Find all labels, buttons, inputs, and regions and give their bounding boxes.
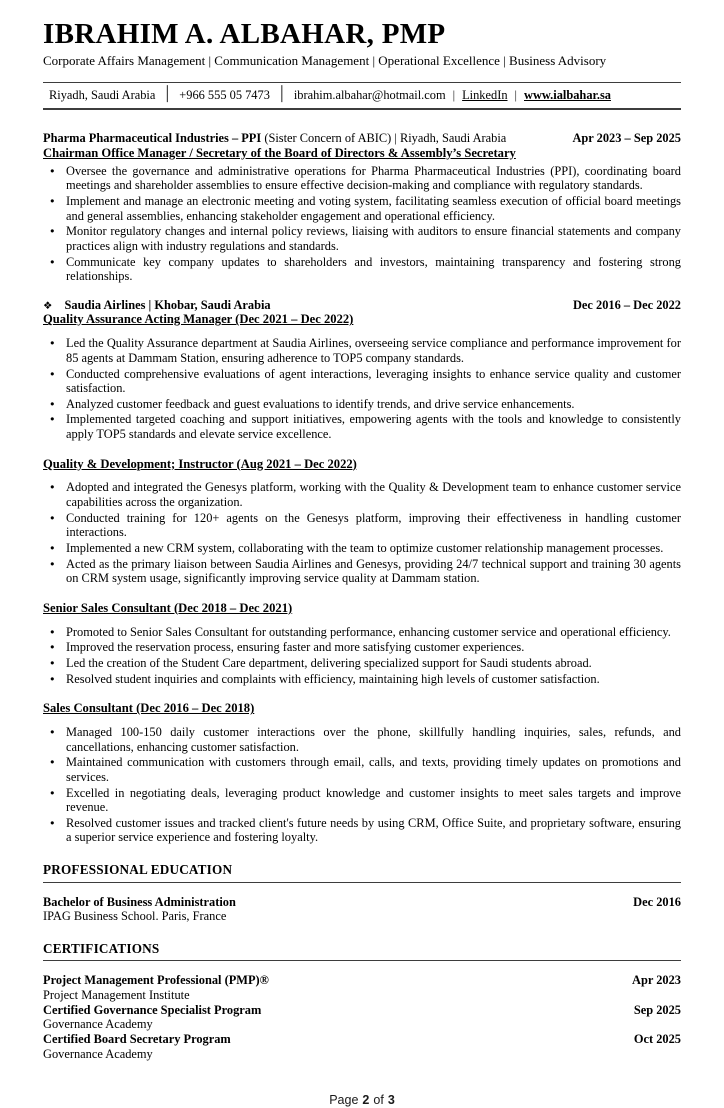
page-number: 2 bbox=[362, 1093, 370, 1108]
contact-bar bbox=[43, 82, 681, 111]
certification-entry bbox=[43, 1032, 681, 1061]
separator-bar: │ bbox=[162, 86, 173, 102]
bullet-list bbox=[43, 480, 681, 585]
page-total: 3 bbox=[387, 1093, 395, 1108]
bullet-item: ● Excelled in negotiating deals, leveraging product knowledge and customer insights to meet sales targets and improve revenue. bbox=[43, 786, 681, 815]
bullet-item: ● Managed 100-150 daily customer interactions over the phone, skillfully handling inquiries, sales, refunds, and cancellations, enhancing customer satisfaction. bbox=[43, 725, 681, 754]
employer-name-line bbox=[43, 131, 506, 146]
bullet-list bbox=[43, 725, 681, 845]
education-entries bbox=[43, 895, 681, 924]
tagline: Corporate Affairs Management | Communication Management | Operational Excellence | Business Advisory bbox=[43, 53, 607, 69]
section-heading-education: PROFESSIONAL EDUCATION bbox=[43, 862, 681, 883]
contact-location: Riyadh, Saudi Arabia bbox=[49, 87, 156, 102]
certification-entry bbox=[43, 1003, 681, 1032]
certification-date: Oct 2025 bbox=[633, 1031, 681, 1046]
experience-employer-ppi bbox=[43, 131, 681, 283]
diamond-bullet-icon: ❖ bbox=[43, 299, 53, 312]
bullet-item: ● Conducted training for 120+ agents on the Genesys platform, improving their effectiveness in handling customer interactions. bbox=[43, 511, 681, 540]
role-group bbox=[43, 457, 681, 586]
bullet-item: ● Acted as the primary liaison between Saudia Airlines and Genesys, providing 24/7 technical support and training 30 agents on CRM system usage, significantly improving service quality at Dammam station. bbox=[43, 557, 681, 586]
certification-issuer: Governance Academy bbox=[43, 1046, 153, 1061]
bullet-item: ● Implement and manage an electronic meeting and voting system, facilitating seamless execution of official board meetings and general assemblies, enhancing stakeholder engagement and operational efficiency. bbox=[43, 194, 681, 223]
employer-name: Pharma Pharmaceutical Industries – PPI bbox=[43, 131, 262, 146]
bullet-item: ● Maintained communication with customers through email, calls, and texts, providing timely updates on promotions and services. bbox=[43, 755, 681, 784]
contact-email: ibrahim.albahar@hotmail.com bbox=[293, 87, 446, 102]
bullet-item: ● Implemented a new CRM system, collaborating with the team to optimize customer relationship management processes. bbox=[43, 541, 681, 556]
degree-date: Dec 2016 bbox=[633, 894, 681, 909]
bullet-list bbox=[43, 625, 681, 687]
role-group bbox=[43, 312, 681, 441]
separator-pipe: | bbox=[452, 87, 456, 102]
bullet-item: ● Led the creation of the Student Care department, delivering specialized support for Saudi students abroad. bbox=[43, 656, 681, 671]
certification-entry bbox=[43, 973, 681, 1002]
page-label: Page bbox=[329, 1093, 359, 1108]
bullet-item: ● Improved the reservation process, ensuring faster and more satisfying customer experiences. bbox=[43, 640, 681, 655]
bullet-item: ● Led the Quality Assurance department at Saudia Airlines, overseeing service compliance and performance improvement for 85 agents at Dammam Station, ensuring adherence to TOP5 company standards. bbox=[43, 336, 681, 365]
role-title: Senior Sales Consultant (Dec 2018 – Dec 2021) bbox=[43, 600, 293, 615]
certification-entry-row bbox=[43, 1003, 681, 1018]
bullet-item: ● Oversee the governance and administrative operations for Pharma Pharmaceutical Industries (PPI), coordinating board meetings and shareholder assemblies to ensure effective decision-making and compliance with regulatory standards. bbox=[43, 164, 681, 193]
certification-name: Certified Board Secretary Program bbox=[43, 1031, 231, 1046]
employer-name-line bbox=[43, 298, 271, 313]
certification-date: Sep 2025 bbox=[633, 1002, 681, 1017]
school-name: IPAG Business School. Paris, France bbox=[43, 909, 227, 924]
bullet-item: ● Analyzed customer feedback and guest evaluations to identify trends, and drive service enhancements. bbox=[43, 397, 681, 412]
contact-phone: +966 555 05 7473 bbox=[179, 87, 270, 102]
employer-header bbox=[43, 298, 681, 313]
certification-issuer: Governance Academy bbox=[43, 1017, 153, 1032]
certification-name: Certified Governance Specialist Program bbox=[43, 1002, 262, 1017]
bullet-item: ● Adopted and integrated the Genesys platform, working with the Quality & Development team to enhance customer service capabilities across the organization. bbox=[43, 480, 681, 509]
role-title: Chairman Office Manager / Secretary of the Board of Directors & Assembly’s Secretary bbox=[43, 145, 516, 160]
bullet-item: ● Promoted to Senior Sales Consultant for outstanding performance, enhancing customer service and operational efficiency. bbox=[43, 625, 681, 640]
employer-dates: Dec 2016 – Dec 2022 bbox=[572, 297, 681, 312]
page-footer bbox=[43, 1093, 681, 1108]
degree-name: Bachelor of Business Administration bbox=[43, 894, 236, 909]
bullet-item: ● Implemented targeted coaching and support initiatives, empowering agents with the tools and knowledge to consistently apply TOP5 standards and elevate service excellence. bbox=[43, 412, 681, 441]
employer-name: Saudia Airlines | Khobar, Saudi Arabia bbox=[64, 297, 271, 312]
bullet-list bbox=[43, 164, 681, 284]
separator-bar: │ bbox=[276, 86, 287, 102]
certification-entries bbox=[43, 973, 681, 1061]
certification-issuer: Project Management Institute bbox=[43, 988, 190, 1003]
role-group bbox=[43, 601, 681, 686]
linkedin-link[interactable]: LinkedIn bbox=[462, 87, 508, 102]
role-group bbox=[43, 701, 681, 845]
section-heading-certifications: CERTIFICATIONS bbox=[43, 941, 681, 962]
certification-date: Apr 2023 bbox=[632, 973, 681, 988]
bullet-list bbox=[43, 336, 681, 441]
bullet-item: ● Communicate key company updates to shareholders and investors, maintaining transparency and fostering strong relationships. bbox=[43, 255, 681, 284]
experience-employer-saudia bbox=[43, 298, 681, 845]
role-title: Sales Consultant (Dec 2016 – Dec 2018) bbox=[43, 701, 255, 716]
page-of-label: of bbox=[373, 1093, 384, 1108]
role-title: Quality Assurance Acting Manager (Dec 2021 – Dec 2022) bbox=[43, 312, 354, 327]
role-group bbox=[43, 146, 681, 284]
bullet-item: ● Resolved customer issues and tracked client's future needs by using CRM, Office Suite, and proprietary software, ensuring a superior service experience and fostering loyalty. bbox=[43, 816, 681, 845]
separator-pipe: | bbox=[514, 87, 517, 102]
certification-entry-row bbox=[43, 973, 681, 988]
website-link[interactable]: www.ialbahar.sa bbox=[524, 87, 611, 102]
bullet-item: ● Resolved student inquiries and complaints with efficiency, maintaining high levels of customer satisfaction. bbox=[43, 672, 681, 687]
role-title: Quality & Development; Instructor (Aug 2021 – Dec 2022) bbox=[43, 456, 357, 471]
employer-header bbox=[43, 131, 681, 146]
certification-name: Project Management Professional (PMP)® bbox=[43, 973, 269, 988]
education-entry bbox=[43, 895, 681, 924]
employer-note: (Sister Concern of ABIC) | Riyadh, Saudi Arabia bbox=[264, 131, 507, 146]
bullet-item: ● Conducted comprehensive evaluations of agent interactions, leveraging insights to enhance service quality and customer satisfaction. bbox=[43, 367, 681, 396]
resume-name: IBRAHIM A. ALBAHAR, PMP bbox=[43, 18, 446, 50]
bullet-item: ● Monitor regulatory changes and internal policy reviews, liaising with auditors to ensure financial statements and company practices align with industry regulations and standards. bbox=[43, 224, 681, 253]
certification-entry-row bbox=[43, 1032, 681, 1047]
employer-dates: Apr 2023 – Sep 2025 bbox=[572, 131, 681, 146]
education-entry-row bbox=[43, 895, 681, 910]
